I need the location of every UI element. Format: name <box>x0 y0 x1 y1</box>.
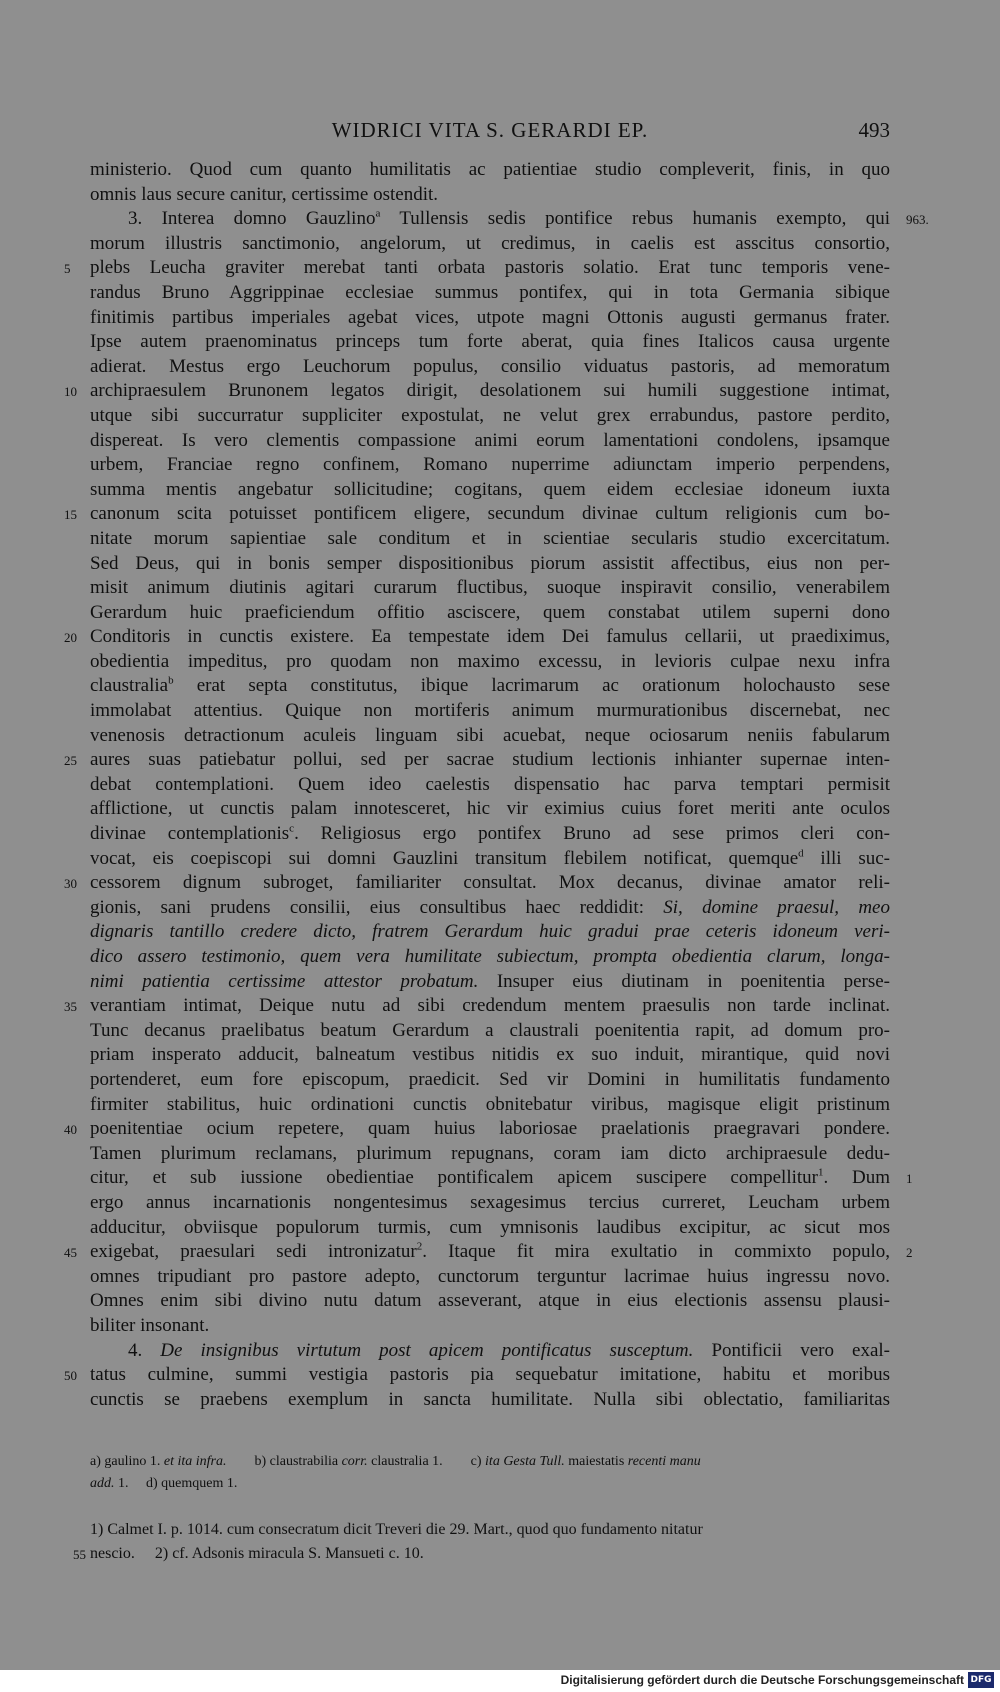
text-line <box>90 1166 913 1191</box>
line-text: ministerio. Quod cum quanto humilitatis ac patientiae studio compleverit, finis, in quo <box>90 159 890 180</box>
text-line <box>64 748 890 773</box>
text-line <box>64 625 890 650</box>
line-text: obedientia impeditus, pro quodam non maximo excessu, in levioris culpae nexu infra <box>90 650 890 672</box>
line-text: Sed Deus, qui in bonis semper dispositionibus piorum assistit affectibus, eius non per- <box>90 552 890 574</box>
text-line <box>64 379 890 404</box>
line-text: 4. De insignibus virtutum post apicem pontificatus susceptum. Pontificii vero exal- <box>128 1339 890 1361</box>
line-text: portenderet, eum fore episcopum, praedicit. Sed vir Domini in humilitatis fundamento <box>90 1068 890 1090</box>
line-text: nescio. 2) cf. Adsonis miracula S. Mansueti c. 10. <box>90 1545 424 1562</box>
text-line <box>90 232 890 257</box>
text-line <box>90 158 890 183</box>
text-line <box>90 1019 890 1044</box>
line-text: omnes tripudiant pro pastore adepto, cunctorum terguntur lacrimae huius ingressu novo. <box>90 1265 890 1287</box>
text-line <box>90 674 890 699</box>
text-line <box>90 797 890 822</box>
running-title: WIDRICI VITA S. GERARDI EP. <box>331 118 649 142</box>
line-text: canonum scita potuisset pontificem eligere, secundum divinae cultum religionis cum bo- <box>90 503 890 525</box>
line-number: 35 <box>64 999 77 1015</box>
line-text: Tamen plurimum reclamans, plurimum repugnans, coram iam dicto archipraesule dedu- <box>90 1142 890 1164</box>
line-text: immolabat attentius. Quique non mortiferis animum murmurationibus discernebat, nec <box>90 700 890 722</box>
footnotes <box>73 1518 890 1566</box>
line-text: poenitentiae ocium repetere, quam huius laboriosae praelationis praegravari pondere. <box>90 1118 890 1140</box>
margin-note: 2 <box>906 1245 913 1261</box>
text-line <box>90 306 890 331</box>
text-line <box>64 994 890 1019</box>
text-line <box>90 1265 890 1290</box>
text-line <box>64 1117 890 1142</box>
line-text: morum illustris sanctimonio, angelorum, ut credimus, in caelis est asscitus consortio, <box>90 232 890 254</box>
line-text: add. 1. d) quemquem 1. <box>90 1476 238 1491</box>
line-text: a) gaulino 1. et ita infra. b) claustrabilia corr. claustralia 1. c) ita Gesta Tull. maiestatis recenti manu <box>90 1454 701 1469</box>
line-text: dignaris tantillo credere dicto, fratrem Gerardum huic gradui prae ceteris idoneum veri- <box>90 921 890 943</box>
text-line <box>90 183 890 208</box>
text-line <box>90 552 890 577</box>
line-text: utque sibi succurratur suppliciter expostulat, ne velut grex errabundus, pastore perdito, <box>90 404 890 426</box>
text-line <box>90 970 890 995</box>
line-text: plebs Leucha graviter merebat tanti orbata pastoris solatio. Erat tunc temporis vene- <box>90 257 890 279</box>
line-text: dispereat. Is vero clementis compassione animi eorum lamentationi condolens, ipsamque <box>90 429 890 451</box>
text-line <box>90 1142 890 1167</box>
footer-credit: Digitalisierung gefördert durch die Deutsche Forschungsgemeinschaft <box>560 1673 964 1687</box>
line-text: Conditoris in cunctis existere. Ea tempestate idem Dei famulus cellarii, ut praediximus, <box>90 626 890 648</box>
line-text: omnis laus secure canitur, certissime ostendit. <box>90 183 439 205</box>
text-line <box>90 1043 890 1068</box>
text-line <box>90 429 890 454</box>
line-text: afflictione, ut cunctis palam innotesceret, hic vir eximius cuius foret meriti ante oculos <box>90 798 890 820</box>
text-line <box>90 478 890 503</box>
text-line <box>90 1339 890 1364</box>
text-line <box>90 945 890 970</box>
text-line <box>64 871 890 896</box>
line-text: biliter insonant. <box>90 1314 210 1336</box>
line-text: urbem, Franciae regno confinem, Romano nuperrime adiunctam imperio perpendens, <box>90 454 890 476</box>
line-text: verantiam intimat, Deique nutu ad sibi credendum mentem praesulis non tarde inclinat. <box>90 995 890 1017</box>
text-line <box>90 650 890 675</box>
line-text: 3. Interea domno Gauzlino$^a$ Tullensis sedis pontifice rebus humanis exempto, qui <box>128 207 890 230</box>
text-line <box>90 527 890 552</box>
line-text: archipraesulem Brunonem legatos dirigit, desolationem sui humili suggestione intimat, <box>90 380 890 402</box>
line-text: Tunc decanus praelibatus beatum Gerardum a claustrali poenitentia rapit, ad domum pro- <box>90 1019 890 1041</box>
line-text: 1) Calmet I. p. 1014. cum consecratum dicit Treveri die 29. Mart., quod quo fundamento nitatur <box>90 1521 703 1538</box>
line-number: 20 <box>64 630 77 646</box>
line-number: 5 <box>64 261 71 277</box>
text-line <box>90 404 890 429</box>
text-line <box>64 502 890 527</box>
text-line <box>90 1191 890 1216</box>
page-number: 493 <box>858 118 890 142</box>
text-line <box>90 724 890 749</box>
line-number: 40 <box>64 1122 77 1138</box>
line-text: nimi patientia certissime attestor probatum. Insuper eius diutinam in poenitentia perse- <box>90 970 890 992</box>
line-text: exigebat, praesulari sedi intronizatur$^2$. Itaque fit mira exultatio in commixto populo, <box>90 1240 890 1263</box>
text-line <box>90 1314 890 1339</box>
text-line <box>90 896 890 921</box>
line-text: misit animum diutinis agitari curarum fluctibus, suoque inspiravit consilio, venerabilem <box>90 577 890 599</box>
text-line <box>90 207 929 232</box>
line-number: 55 <box>73 1547 86 1562</box>
line-text: tatus culmine, summi vestigia pastoris pia sequebatur imitatione, habitu et moribus <box>90 1364 890 1386</box>
line-text: priam insperato adducit, balneatum vestibus nitidis ex suo induit, mirantique, quid novi <box>90 1044 890 1066</box>
margin-note: 1 <box>906 1171 913 1187</box>
critical-apparatus <box>90 1451 890 1495</box>
text-line <box>90 281 890 306</box>
line-text: randus Bruno Aggrippinae ecclesiae summus pontifex, qui in tota Germania sibique <box>90 281 890 303</box>
line-text: finitimis partibus imperiales agebat vices, utpote magni Ottonis augusti germanus frater. <box>90 306 890 328</box>
note-line <box>90 1518 890 1542</box>
line-text: debat contemplationi. Quem ideo caelestis dispensatio hac parva temptari permisit <box>90 773 890 795</box>
line-text: claustralia$^b$ erat septa constitutus, ibique lacrimarum ac orationum holochausto sese <box>90 675 890 697</box>
margin-note: 963. <box>906 212 929 228</box>
line-text: vocat, eis coepiscopi sui domni Gauzlini transitum flebilem notificat, quemque$^d$ illi suc- <box>90 847 890 869</box>
line-text: aures suas patiebatur pollui, sed per sacrae studium lectionis inhianter supernae inten- <box>90 749 890 771</box>
note-line <box>90 1473 890 1495</box>
line-text: venenosis detractionum aculeis linguam sibi acuebat, neque ociosarum neniis fabularum <box>90 724 890 746</box>
line-text: dico assero testimonio, quem vera humilitate subiectum, prompta obedientia clarum, longa- <box>90 946 890 967</box>
text-line <box>64 256 890 281</box>
line-text: citur, et sub iussione obedientiae pontificalem apicem suscipere compellitur$^1$. Dum <box>90 1167 891 1189</box>
note-line <box>90 1451 890 1473</box>
line-number: 30 <box>64 876 77 892</box>
text-line <box>90 355 890 380</box>
line-number: 15 <box>64 507 77 523</box>
line-text: ergo annus incarnationis nongentesimus sexagesimus tercius curreret, Leucham urbem <box>90 1191 890 1213</box>
text-line <box>90 1093 890 1118</box>
text-line <box>90 453 890 478</box>
text-line <box>90 1388 890 1413</box>
running-header <box>90 118 890 148</box>
line-number: 25 <box>64 753 77 769</box>
line-text: Ipse autem praenominatus princeps tum forte aberat, quia fines Italicos causa urgente <box>90 331 890 353</box>
line-number: 45 <box>64 1245 77 1261</box>
main-text <box>64 158 929 1412</box>
text-line <box>90 847 890 872</box>
text-line <box>90 822 890 847</box>
line-text: cessorem dignum subroget, familiariter consultat. Mox decanus, divinae amator reli- <box>90 872 890 894</box>
line-text: gionis, sani prudens consilii, eius consultibus haec reddidit: Si, domine praesul, meo <box>90 896 890 918</box>
line-text: firmiter stabilitus, huic ordinationi cunctis obnitebatur viribus, magisque eligit pristinum <box>90 1093 890 1115</box>
text-line <box>90 920 890 945</box>
line-text: summa mentis angebatur sollicitudine; cogitans, quem eidem ecclesiae idoneum iuxta <box>90 478 890 500</box>
footer-bar <box>0 1670 1000 1692</box>
text-line <box>90 773 890 798</box>
line-text: divinae contemplationis$^c$. Religiosus ergo pontifex Bruno ad sese primos cleri con- <box>90 822 891 845</box>
line-number: 50 <box>64 1368 77 1384</box>
line-text: Gerardum huic praeficiendum offitio asciscere, quem constabat utilem superni dono <box>90 601 890 623</box>
line-text: adducitur, obviisque populorum turmis, cum ymnisonis laudibus excipitur, ac sicut mos <box>90 1216 890 1238</box>
text-line <box>90 1289 890 1314</box>
text-line <box>90 576 890 601</box>
text-line <box>90 699 890 724</box>
line-number: 10 <box>64 384 77 400</box>
text-line <box>90 330 890 355</box>
line-text: adierat. Mestus ergo Leuchorum populus, consilio viduatus pastoris, ad memoratum <box>90 355 890 377</box>
line-text: nitate morum sapientiae sale conditum et in scientiae secularis studio excercitatum. <box>90 527 890 549</box>
line-text: cunctis se praebens exemplum in sancta humilitate. Nulla sibi oblectatio, familiaritas <box>90 1388 890 1410</box>
line-text: Omnes enim sibi divino nutu datum asseverant, atque in eius electionis assensu plausi- <box>90 1290 890 1312</box>
dfg-logo-icon: DFG <box>968 1672 994 1688</box>
text-line <box>90 601 890 626</box>
text-line <box>90 1216 890 1241</box>
text-line <box>64 1363 890 1388</box>
text-line <box>64 1240 913 1265</box>
text-line <box>90 1068 890 1093</box>
note-line <box>73 1542 890 1566</box>
